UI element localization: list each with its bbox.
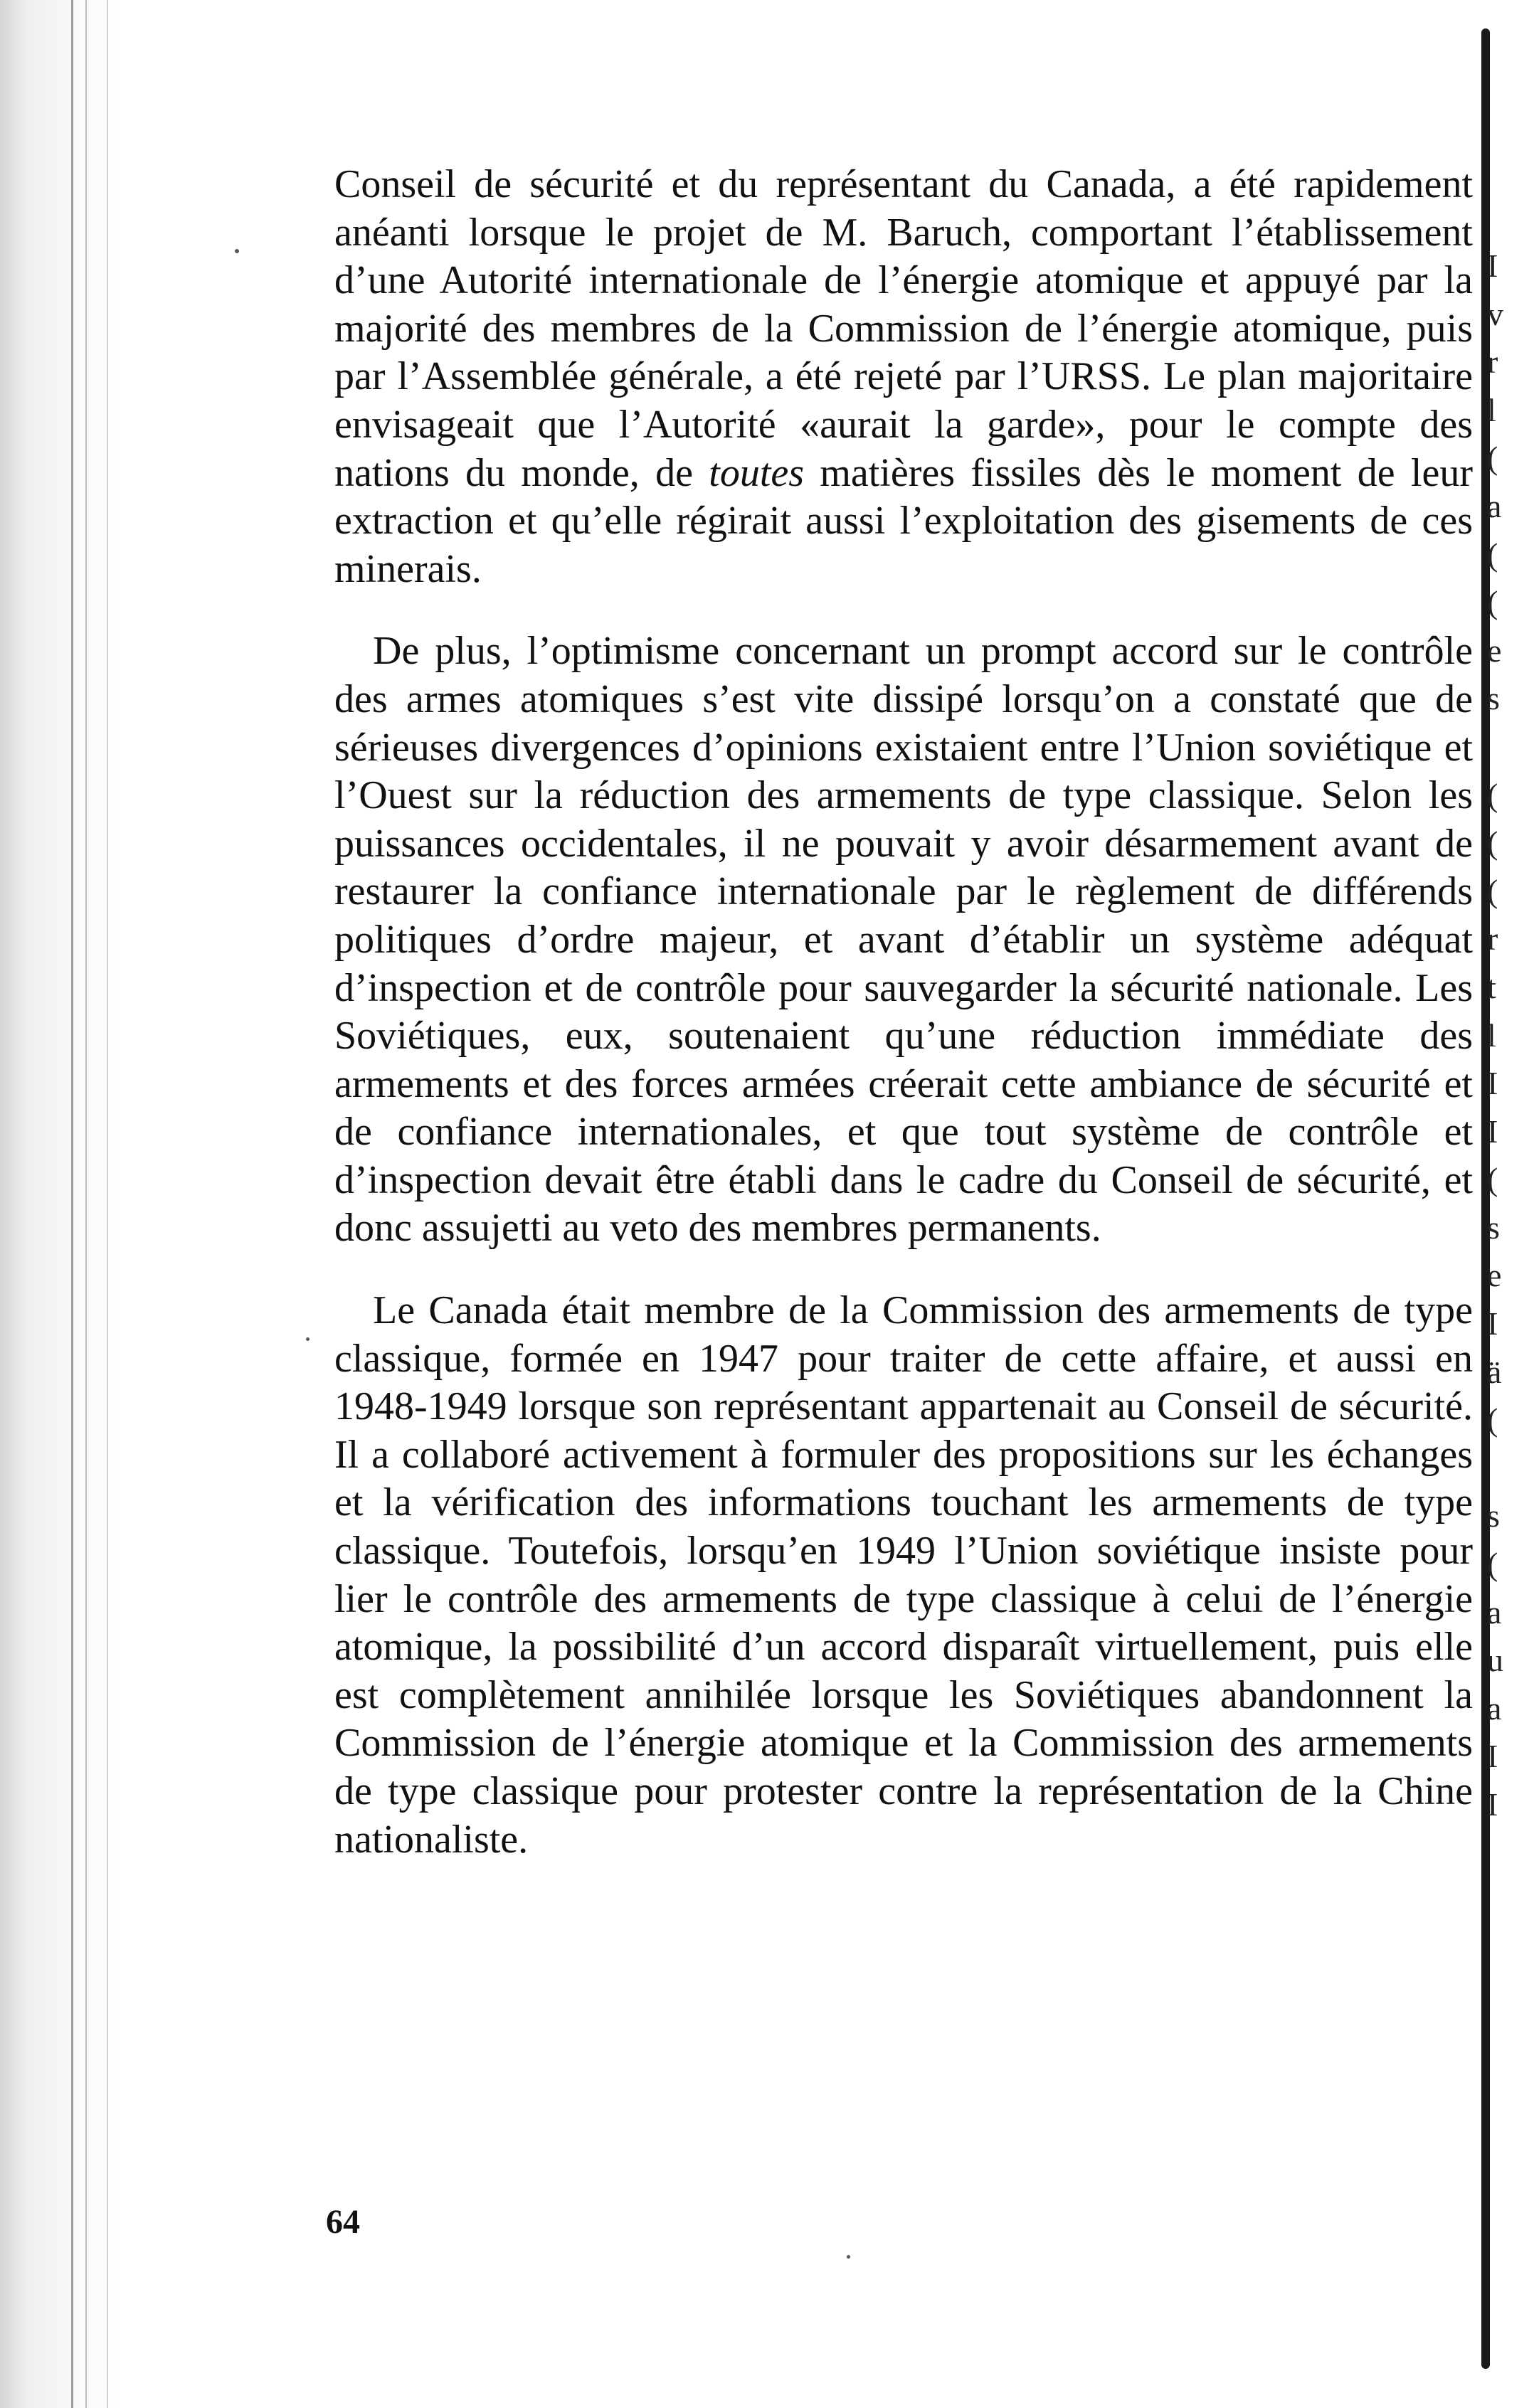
facing-page-fragment: ( — [1487, 1161, 1498, 1198]
facing-page-fragment: s — [1487, 680, 1500, 717]
facing-page-fragment: a — [1487, 487, 1502, 524]
scan-speck — [235, 249, 239, 253]
facing-page-fragment: e — [1487, 1257, 1502, 1294]
emphasis-toutes: toutes — [709, 450, 805, 495]
facing-page-fragment: a — [1487, 1593, 1502, 1630]
facing-page-fragment: ( — [1487, 872, 1498, 909]
facing-page-fragment: v — [1487, 295, 1503, 332]
facing-page-fragment: l — [1487, 391, 1496, 428]
facing-page-fragment: ( — [1487, 776, 1498, 813]
paragraph-1: Conseil de sécurité et du représentant du Canada, a été rapidement anéanti lorsque le projet de M. Baruch, comportant l’établissement d’une Autorité internationale de l’énergie atomique et appuyé par la majorité des membres de la Commission de l’énergie atomique, puis par l’Assemblée générale, a été rejeté par l’URSS. Le plan majoritaire envisageait que l’Autorité «aurait la garde», pour le compte des nations du monde, de toutes matières fissiles dès le moment de leur extraction et qu’elle régirait aussi l’exploitation des gisements de ces minerais. — [334, 162, 1473, 591]
scan-speck — [306, 1337, 310, 1341]
facing-page-fragment: ( — [1487, 536, 1498, 573]
facing-page-fragment: t — [1487, 968, 1496, 1005]
left-page-shadow — [0, 0, 121, 2408]
facing-page-fragment: ä — [1487, 1353, 1502, 1390]
facing-page-fragment — [1487, 723, 1530, 771]
facing-page-fragment: r — [1487, 921, 1498, 958]
facing-page-fragment: ( — [1487, 1546, 1498, 1583]
facing-page-fragment: e — [1487, 632, 1502, 669]
facing-page-fragment: l — [1487, 1017, 1496, 1054]
binding-line — [71, 0, 73, 2408]
paragraph-3: Le Canada était membre de la Commission des armements de type classique, formée en 1947 pour traiter de cette affaire, et aussi en 1948-1949 lorsque son représentant appartenait au Conseil de sécurité. Il a collaboré activement à formuler des propositions sur les échanges et la vérification des informations touchant les armements de type classique. Toutefois, lorsqu’en 1949 l’Union soviétique insiste pour lier le contrôle des armements de type classique à celui de l’énergie atomique, la possibilité d’un accord disparaît virtuellement, puis elle est complètement annihilée lorsque les Soviétiques abandonnent la Commission de l’énergie atomique et la Commission des armements de type classique pour protester contre la représentation de la Chine nationaliste. — [334, 1288, 1473, 1862]
facing-page-text-fragments — [1487, 242, 1530, 1829]
binding-line-secondary — [85, 0, 87, 2408]
facing-page-fragment: s — [1487, 1209, 1500, 1246]
facing-page-fragment: I — [1487, 248, 1498, 284]
facing-page-fragment — [1487, 1444, 1530, 1492]
paragraph-2: De plus, l’optimisme concernant un prompt accord sur le contrôle des armes atomiques s’est vite dissipé lorsqu’on a constaté que de sérieuses divergences d’opinions existaient entre l’Union soviétique et l’Ouest sur la réduction des armements de type classique. Selon les puissances occidentales, il ne pouvait y avoir désarmement avant de restaurer la confiance internationale par le règlement de différends politiques d’ordre majeur, et avant d’établir un système adéquat d’inspection et de contrôle pour sauvegarder la sécurité nationale. Les Soviétiques, eux, soutenaient qu’une réduction immédiate des armements et des forces armées créerait cette ambiance de sécurité et de confiance internationales, et que tout système de contrôle et d’inspection devait être établi dans le cadre du Conseil de sécurité, et donc assujetti au veto des membres permanents. — [334, 629, 1473, 1251]
facing-page-fragment: r — [1487, 344, 1498, 381]
facing-page-fragment: I — [1487, 1305, 1498, 1342]
page-number: 64 — [326, 2203, 360, 2241]
facing-page-fragment: ( — [1487, 440, 1498, 477]
binding-line-faint — [107, 0, 108, 2408]
scan-speck — [847, 2255, 850, 2259]
facing-page-fragment: u — [1487, 1642, 1503, 1679]
facing-page-fragment: ( — [1487, 824, 1498, 861]
body-text — [334, 161, 1473, 1898]
facing-page-fragment: I — [1487, 1065, 1498, 1102]
facing-page-fragment: ( — [1487, 1401, 1498, 1438]
facing-page-fragment: I — [1487, 1786, 1498, 1823]
facing-page-fragment: s — [1487, 1497, 1500, 1534]
facing-page-fragment: I — [1487, 1738, 1498, 1775]
facing-page-fragment: I — [1487, 1113, 1498, 1150]
facing-page-fragment: ( — [1487, 584, 1498, 621]
facing-page-fragment: a — [1487, 1690, 1502, 1727]
